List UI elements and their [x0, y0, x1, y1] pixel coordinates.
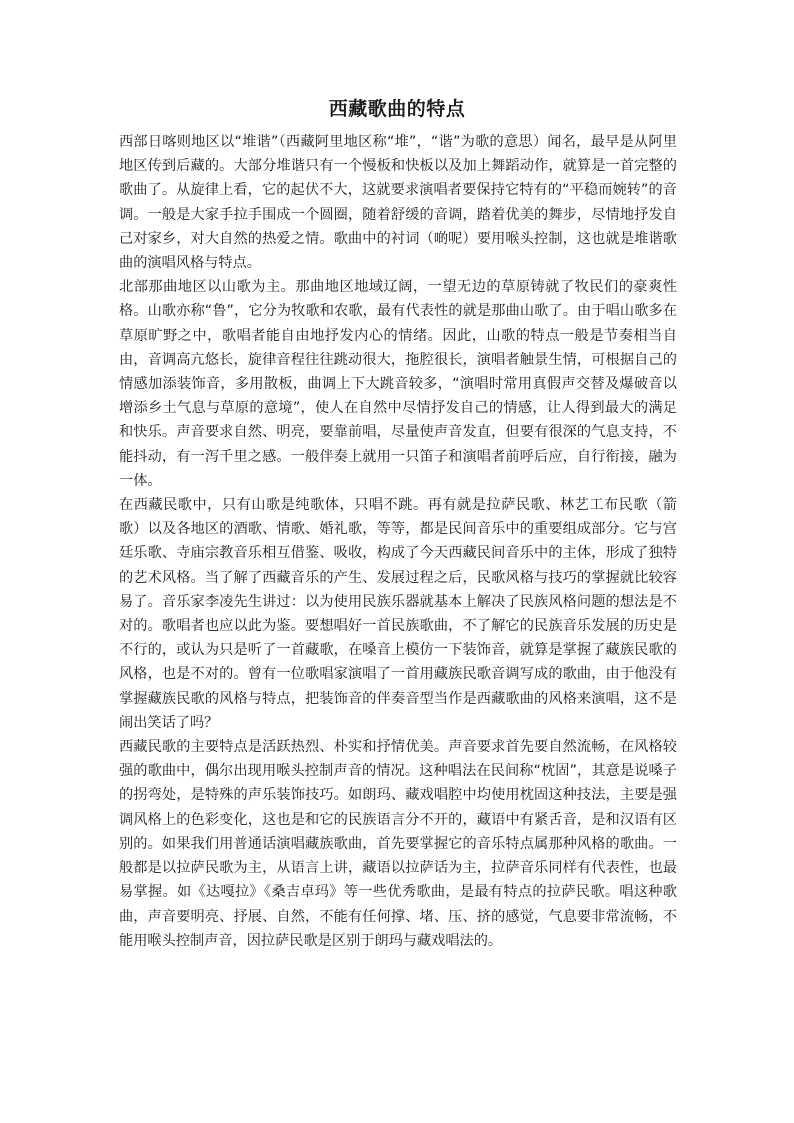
- paragraph-main-features: 西藏民歌的主要特点是活跃热烈、朴实和抒情优美。声音要求首先要自然流畅，在风格较强的歌曲中，偶尔出现用喉头控制声音的情况。这种唱法在民间称“枕固”，其意是说嗓子的拐弯处，是特殊的声乐装饰技巧。如朗玛、藏戏唱腔中均使用枕固这种技法，主要是强调风格上的色彩变化，这也是和它的民族语言分不开的，藏语中有紧舌音，是和汉语有区别的。如果我们用普通话演唱藏族歌曲，首先要掌握它的音乐特点属那种风格的歌曲。一般都是以拉萨民歌为主，从语言上讲，藏语以拉萨话为主，拉萨音乐同样有代表性，也最易掌握。如《达嘎拉》《桑吉卓玛》等一些优秀歌曲，是最有特点的拉萨民歌。唱这种歌曲，声音要明亮、抒展、自然，不能有任何撑、堵、压、挤的感觉，气息要非常流畅，不能用喉头控制声音，因拉萨民歌是区别于朗玛与藏戏唱法的。: [119, 739, 677, 949]
- paragraph-minge-style: 在西藏民歌中，只有山歌是纯歌体，只唱不跳。再有就是拉萨民歌、林艺工布民歌（箭歌）以及各地区的酒歌、情歌、婚礼歌，等等，都是民间音乐中的重要组成部分。它与宫廷乐歌、寺庙宗教音乐相互借鉴、吸收，构成了今天西藏民间音乐中的主体，形成了独特的艺术风格。当了解了西藏音乐的产生、发展过程之后，民歌风格与技巧的掌握就比较容易了。音乐家李凌先生讲过：以为使用民族乐器就基本上解决了民族风格问题的想法是不对的。歌唱者也应以此为鉴。要想唱好一首民族歌曲，不了解它的民族音乐发展的历史是不行的，或认为只是听了一首藏歌，在嗓音上模仿一下装饰音，就算是掌握了藏族民歌的风格，也是不对的。曾有一位歌唱家演唱了一首用藏族民歌音调写成的歌曲，由于他没有掌握藏族民歌的风格与特点，把装饰音的伴奏音型当作是西藏歌曲的风格来演唱，这不是闹出笑话了吗？: [119, 497, 677, 731]
- paragraph-duixie: 西部日喀则地区以“堆谐”（西藏阿里地区称“堆”，“谐”为歌的意思）闻名，最早是从阿里地区传到后藏的。大部分堆谐只有一个慢板和快板以及加上舞蹈动作，就算是一首完整的歌曲了。从旋律上看，它的起伏不大，这就要求演唱者要保持它特有的“平稳而婉转”的音调。一般是大家手拉手围成一个圆圈，随着舒缓的音调，踏着优美的舞步，尽情地抒发自己对家乡，对大自然的热爱之情。歌曲中的衬词（啲呢）要用喉头控制，这也就是堆谐歌曲的演唱风格与特点。: [119, 134, 677, 272]
- paragraph-shange: 北部那曲地区以山歌为主。那曲地区地域辽阔，一望无边的草原铸就了牧民们的豪爽性格。山歌亦称“鲁”，它分为牧歌和农歌，最有代表性的就是那曲山歌了。由于唱山歌多在草原旷野之中，歌唱者能自由地抒发内心的情绪。因此，山歌的特点一般是节奏相当自由，音调高亢悠长，旋律音程往往跳动很大，拖腔很长，演唱者触景生情，可根据自己的情感加添装饰音，多用散板，曲调上下大跳音较多，“演唱时常用真假声交替及爆破音以增添乡土气息与草原的意境”，使人在自然中尽情抒发自己的情感，让人得到最大的满足和快乐。声音要求自然、明亮，要靠前唱，尽量使声音发直，但要有很深的气息支持，不能抖动，有一泻千里之感。一般伴奏上就用一只笛子和演唱者前呼后应，自行衔接，融为一体。: [119, 279, 677, 489]
- article-body: [119, 130, 677, 953]
- page-title: 西藏歌曲的特点: [328, 98, 466, 120]
